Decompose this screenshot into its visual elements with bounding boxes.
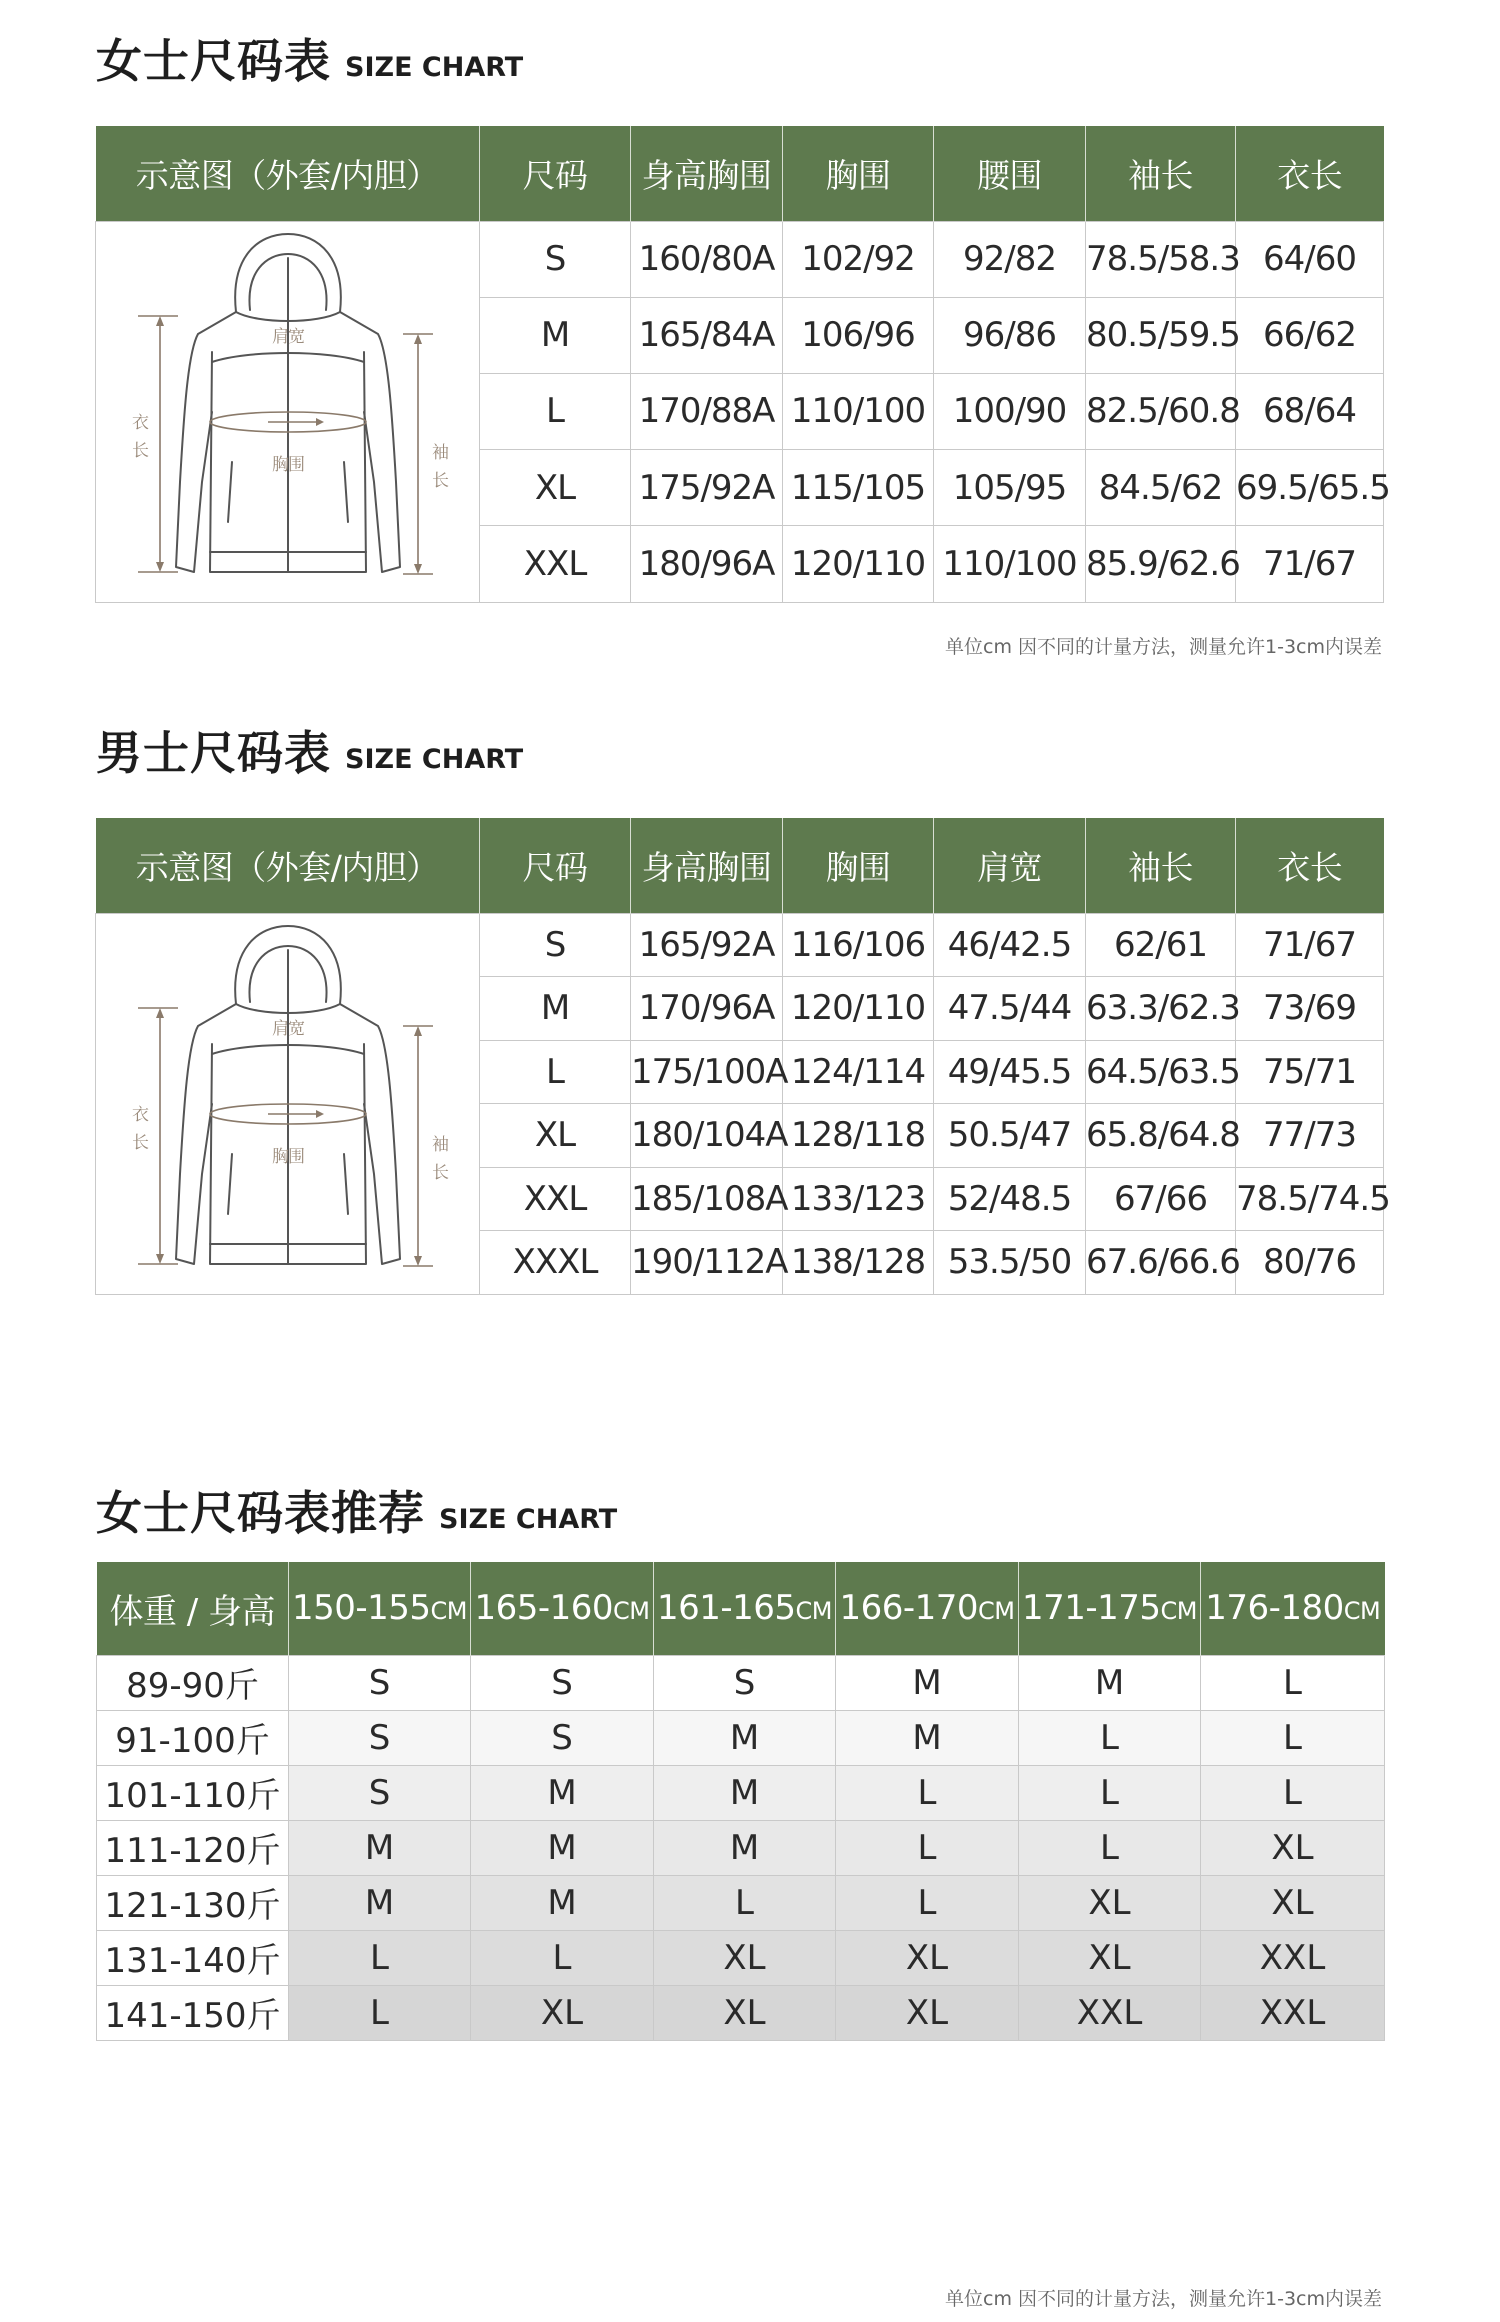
header-sleeve: 袖长 bbox=[1086, 126, 1236, 221]
diagram-label-sleeve: 袖 bbox=[431, 442, 448, 463]
measure-cell: 77/73 bbox=[1236, 1104, 1384, 1168]
header-size: 尺码 bbox=[480, 126, 631, 221]
diagram-label-chest: 胸围 bbox=[271, 454, 304, 475]
measure-cell: 180/96A bbox=[631, 526, 783, 602]
measure-cell: 124/114 bbox=[783, 1040, 934, 1104]
recommend-size-table bbox=[96, 1562, 1385, 2041]
weight-cell: 91-100斤 bbox=[97, 1710, 289, 1765]
men-header-row bbox=[96, 818, 1384, 913]
table-row bbox=[97, 1875, 1385, 1930]
recommended-size-cell: M bbox=[654, 1710, 836, 1765]
size-cell: XL bbox=[480, 1104, 631, 1168]
header-height-range bbox=[1201, 1562, 1385, 1655]
measure-cell: 64.5/63.5 bbox=[1086, 1040, 1236, 1104]
recommended-size-cell: M bbox=[654, 1765, 836, 1820]
header-chest: 胸围 bbox=[783, 818, 934, 913]
recommended-size-cell: S bbox=[471, 1710, 654, 1765]
measure-cell: 180/104A bbox=[631, 1104, 783, 1168]
recommended-size-cell: L bbox=[1201, 1765, 1385, 1820]
recommended-size-cell: M bbox=[654, 1820, 836, 1875]
recommended-size-cell: L bbox=[1019, 1765, 1201, 1820]
measure-cell: 47.5/44 bbox=[934, 977, 1086, 1041]
recommended-size-cell: L bbox=[289, 1985, 471, 2040]
measure-cell: 71/67 bbox=[1236, 526, 1384, 602]
recommended-size-cell: L bbox=[1201, 1710, 1385, 1765]
measure-cell: 92/82 bbox=[934, 221, 1086, 297]
size-cell: S bbox=[480, 913, 631, 977]
table-row bbox=[96, 913, 1384, 977]
weight-cell: 141-150斤 bbox=[97, 1985, 289, 2040]
header-height-range bbox=[471, 1562, 654, 1655]
table-row bbox=[97, 1765, 1385, 1820]
recommended-size-cell: M bbox=[289, 1820, 471, 1875]
diagram-label-length: 衣 bbox=[131, 1104, 148, 1125]
recommended-size-cell: M bbox=[836, 1655, 1019, 1710]
size-cell: M bbox=[480, 297, 631, 373]
diagram-label-shoulder: 肩宽 bbox=[271, 326, 304, 347]
header-waist: 腰围 bbox=[934, 126, 1086, 221]
women-size-table bbox=[95, 126, 1390, 603]
header-height-chest: 身高胸围 bbox=[631, 818, 783, 913]
measure-cell: 78.5/58.3 bbox=[1086, 221, 1236, 297]
recommend-note: 单位cm 因不同的计量方法，测量允许1-3cm内误差 bbox=[945, 2288, 1382, 2310]
height-range-value: 165-160 bbox=[474, 1588, 614, 1629]
header-shoulder: 肩宽 bbox=[934, 818, 1086, 913]
recommended-size-cell: L bbox=[654, 1875, 836, 1930]
measure-cell: 66/62 bbox=[1236, 297, 1384, 373]
size-cell: S bbox=[480, 221, 631, 297]
recommended-size-cell: XL bbox=[1201, 1875, 1385, 1930]
measure-cell: 78.5/74.5 bbox=[1236, 1167, 1384, 1231]
women-note: 单位cm 因不同的计量方法，测量允许1-3cm内误差 bbox=[945, 636, 1382, 658]
men-title-en: SIZE CHART bbox=[345, 744, 524, 775]
height-range-value: 176-180 bbox=[1205, 1588, 1344, 1629]
size-cell: XXXL bbox=[480, 1231, 631, 1295]
diagram-label-shoulder: 肩宽 bbox=[271, 1018, 304, 1039]
recommended-size-cell: XL bbox=[1201, 1820, 1385, 1875]
measure-cell: 116/106 bbox=[783, 913, 934, 977]
measure-cell: 165/84A bbox=[631, 297, 783, 373]
header-height-range bbox=[289, 1562, 471, 1655]
recommended-size-cell: XL bbox=[471, 1985, 654, 2040]
diagram-label-chest: 胸围 bbox=[271, 1146, 304, 1167]
height-range-unit: CM bbox=[1160, 1597, 1198, 1626]
men-chart-title bbox=[96, 726, 524, 780]
table-row bbox=[97, 1985, 1385, 2040]
measure-cell: 175/100A bbox=[631, 1040, 783, 1104]
measure-cell: 71/67 bbox=[1236, 913, 1384, 977]
women-title-cn: 女士尺码表 bbox=[96, 34, 331, 88]
jacket-diagram-icon bbox=[118, 222, 458, 602]
header-chest: 胸围 bbox=[783, 126, 934, 221]
measure-cell: 100/90 bbox=[934, 373, 1086, 449]
recommended-size-cell: XL bbox=[836, 1930, 1019, 1985]
measure-cell: 165/92A bbox=[631, 913, 783, 977]
measure-cell: 110/100 bbox=[934, 526, 1086, 602]
recommended-size-cell: L bbox=[1201, 1655, 1385, 1710]
measure-cell: 75/71 bbox=[1236, 1040, 1384, 1104]
measure-cell: 50.5/47 bbox=[934, 1104, 1086, 1168]
recommended-size-cell: L bbox=[1019, 1820, 1201, 1875]
header-height-range bbox=[836, 1562, 1019, 1655]
weight-cell: 111-120斤 bbox=[97, 1820, 289, 1875]
table-row bbox=[97, 1820, 1385, 1875]
header-sleeve: 袖长 bbox=[1086, 818, 1236, 913]
measure-cell: 69.5/65.5 bbox=[1236, 450, 1384, 526]
measure-cell: 115/105 bbox=[783, 450, 934, 526]
measure-cell: 49/45.5 bbox=[934, 1040, 1086, 1104]
table-row bbox=[97, 1655, 1385, 1710]
measure-cell: 190/112A bbox=[631, 1231, 783, 1295]
recommended-size-cell: M bbox=[289, 1875, 471, 1930]
weight-cell: 121-130斤 bbox=[97, 1875, 289, 1930]
measure-cell: 80.5/59.5 bbox=[1086, 297, 1236, 373]
size-cell: L bbox=[480, 373, 631, 449]
women-header-row bbox=[96, 126, 1384, 221]
recommended-size-cell: L bbox=[836, 1820, 1019, 1875]
men-size-table bbox=[95, 818, 1390, 1295]
measure-cell: 53.5/50 bbox=[934, 1231, 1086, 1295]
recommended-size-cell: L bbox=[836, 1875, 1019, 1930]
recommended-size-cell: L bbox=[836, 1765, 1019, 1820]
recommended-size-cell: XL bbox=[836, 1985, 1019, 2040]
weight-cell: 89-90斤 bbox=[97, 1655, 289, 1710]
measure-cell: 185/108A bbox=[631, 1167, 783, 1231]
size-cell: XXL bbox=[480, 1167, 631, 1231]
weight-cell: 101-110斤 bbox=[97, 1765, 289, 1820]
recommended-size-cell: M bbox=[471, 1875, 654, 1930]
table-row bbox=[97, 1930, 1385, 1985]
header-size: 尺码 bbox=[480, 818, 631, 913]
recommended-size-cell: S bbox=[289, 1655, 471, 1710]
recommended-size-cell: XXL bbox=[1019, 1985, 1201, 2040]
recommended-size-cell: M bbox=[471, 1765, 654, 1820]
header-length: 衣长 bbox=[1236, 126, 1384, 221]
recommended-size-cell: XL bbox=[654, 1930, 836, 1985]
recommended-size-cell: S bbox=[289, 1710, 471, 1765]
recommended-size-cell: S bbox=[289, 1765, 471, 1820]
header-diagram: 示意图（外套/内胆） bbox=[96, 818, 480, 913]
header-height-range bbox=[1019, 1562, 1201, 1655]
recommended-size-cell: XXL bbox=[1201, 1930, 1385, 1985]
header-weight-height: 体重 / 身高 bbox=[97, 1562, 289, 1655]
measure-cell: 102/92 bbox=[783, 221, 934, 297]
recommended-size-cell: L bbox=[1019, 1710, 1201, 1765]
diagram-cell bbox=[96, 913, 480, 1294]
measure-cell: 175/92A bbox=[631, 450, 783, 526]
measure-cell: 110/100 bbox=[783, 373, 934, 449]
height-range-value: 161-165 bbox=[656, 1588, 796, 1629]
header-height-range bbox=[654, 1562, 836, 1655]
measure-cell: 73/69 bbox=[1236, 977, 1384, 1041]
diagram-label-length: 长 bbox=[131, 1132, 148, 1153]
measure-cell: 120/110 bbox=[783, 977, 934, 1041]
measure-cell: 133/123 bbox=[783, 1167, 934, 1231]
measure-cell: 120/110 bbox=[783, 526, 934, 602]
size-cell: XXL bbox=[480, 526, 631, 602]
size-cell: XL bbox=[480, 450, 631, 526]
size-cell: L bbox=[480, 1040, 631, 1104]
measure-cell: 96/86 bbox=[934, 297, 1086, 373]
height-range-unit: CM bbox=[430, 1597, 468, 1626]
recommended-size-cell: L bbox=[289, 1930, 471, 1985]
women-chart-title bbox=[96, 34, 524, 88]
recommended-size-cell: M bbox=[471, 1820, 654, 1875]
measure-cell: 170/96A bbox=[631, 977, 783, 1041]
measure-cell: 82.5/60.8 bbox=[1086, 373, 1236, 449]
measure-cell: 105/95 bbox=[934, 450, 1086, 526]
measure-cell: 138/128 bbox=[783, 1231, 934, 1295]
table-row bbox=[97, 1710, 1385, 1765]
measure-cell: 85.9/62.6 bbox=[1086, 526, 1236, 602]
height-range-value: 150-155 bbox=[291, 1588, 431, 1629]
recommend-title-cn: 女士尺码表推荐 bbox=[96, 1486, 425, 1540]
height-range-value: 166-170 bbox=[839, 1588, 979, 1629]
measure-cell: 62/61 bbox=[1086, 913, 1236, 977]
header-diagram: 示意图（外套/内胆） bbox=[96, 126, 480, 221]
measure-cell: 67.6/66.6 bbox=[1086, 1231, 1236, 1295]
size-cell: M bbox=[480, 977, 631, 1041]
jacket-diagram-icon bbox=[118, 914, 458, 1294]
diagram-cell bbox=[96, 221, 480, 602]
measure-cell: 128/118 bbox=[783, 1104, 934, 1168]
measure-cell: 64/60 bbox=[1236, 221, 1384, 297]
measure-cell: 170/88A bbox=[631, 373, 783, 449]
measure-cell: 46/42.5 bbox=[934, 913, 1086, 977]
diagram-label-length: 衣 bbox=[131, 412, 148, 433]
measure-cell: 65.8/64.8 bbox=[1086, 1104, 1236, 1168]
measure-cell: 80/76 bbox=[1236, 1231, 1384, 1295]
diagram-label-sleeve: 袖 bbox=[431, 1134, 448, 1155]
height-range-unit: CM bbox=[1343, 1597, 1381, 1626]
header-height-chest: 身高胸围 bbox=[631, 126, 783, 221]
recommend-chart-title bbox=[96, 1486, 618, 1540]
recommend-title-en: SIZE CHART bbox=[439, 1504, 618, 1535]
recommended-size-cell: S bbox=[654, 1655, 836, 1710]
height-range-unit: CM bbox=[978, 1597, 1015, 1626]
measure-cell: 106/96 bbox=[783, 297, 934, 373]
measure-cell: 63.3/62.3 bbox=[1086, 977, 1236, 1041]
women-title-en: SIZE CHART bbox=[345, 52, 524, 83]
measure-cell: 160/80A bbox=[631, 221, 783, 297]
height-range-value: 171-175 bbox=[1021, 1588, 1161, 1629]
measure-cell: 68/64 bbox=[1236, 373, 1384, 449]
recommended-size-cell: S bbox=[471, 1655, 654, 1710]
recommended-size-cell: L bbox=[471, 1930, 654, 1985]
height-range-unit: CM bbox=[613, 1597, 650, 1626]
header-length: 衣长 bbox=[1236, 818, 1384, 913]
recommended-size-cell: XL bbox=[654, 1985, 836, 2040]
men-title-cn: 男士尺码表 bbox=[96, 726, 331, 780]
measure-cell: 84.5/62 bbox=[1086, 450, 1236, 526]
measure-cell: 67/66 bbox=[1086, 1167, 1236, 1231]
measure-cell: 52/48.5 bbox=[934, 1167, 1086, 1231]
recommended-size-cell: XL bbox=[1019, 1875, 1201, 1930]
recommended-size-cell: XL bbox=[1019, 1930, 1201, 1985]
diagram-label-length: 长 bbox=[131, 440, 148, 461]
diagram-label-sleeve: 长 bbox=[431, 470, 448, 491]
table-row bbox=[96, 221, 1384, 297]
recommended-size-cell: M bbox=[1019, 1655, 1201, 1710]
weight-cell: 131-140斤 bbox=[97, 1930, 289, 1985]
recommended-size-cell: XXL bbox=[1201, 1985, 1385, 2040]
recommended-size-cell: M bbox=[836, 1710, 1019, 1765]
diagram-label-sleeve: 长 bbox=[431, 1162, 448, 1183]
height-range-unit: CM bbox=[795, 1597, 833, 1626]
recommend-header-row bbox=[97, 1562, 1385, 1655]
